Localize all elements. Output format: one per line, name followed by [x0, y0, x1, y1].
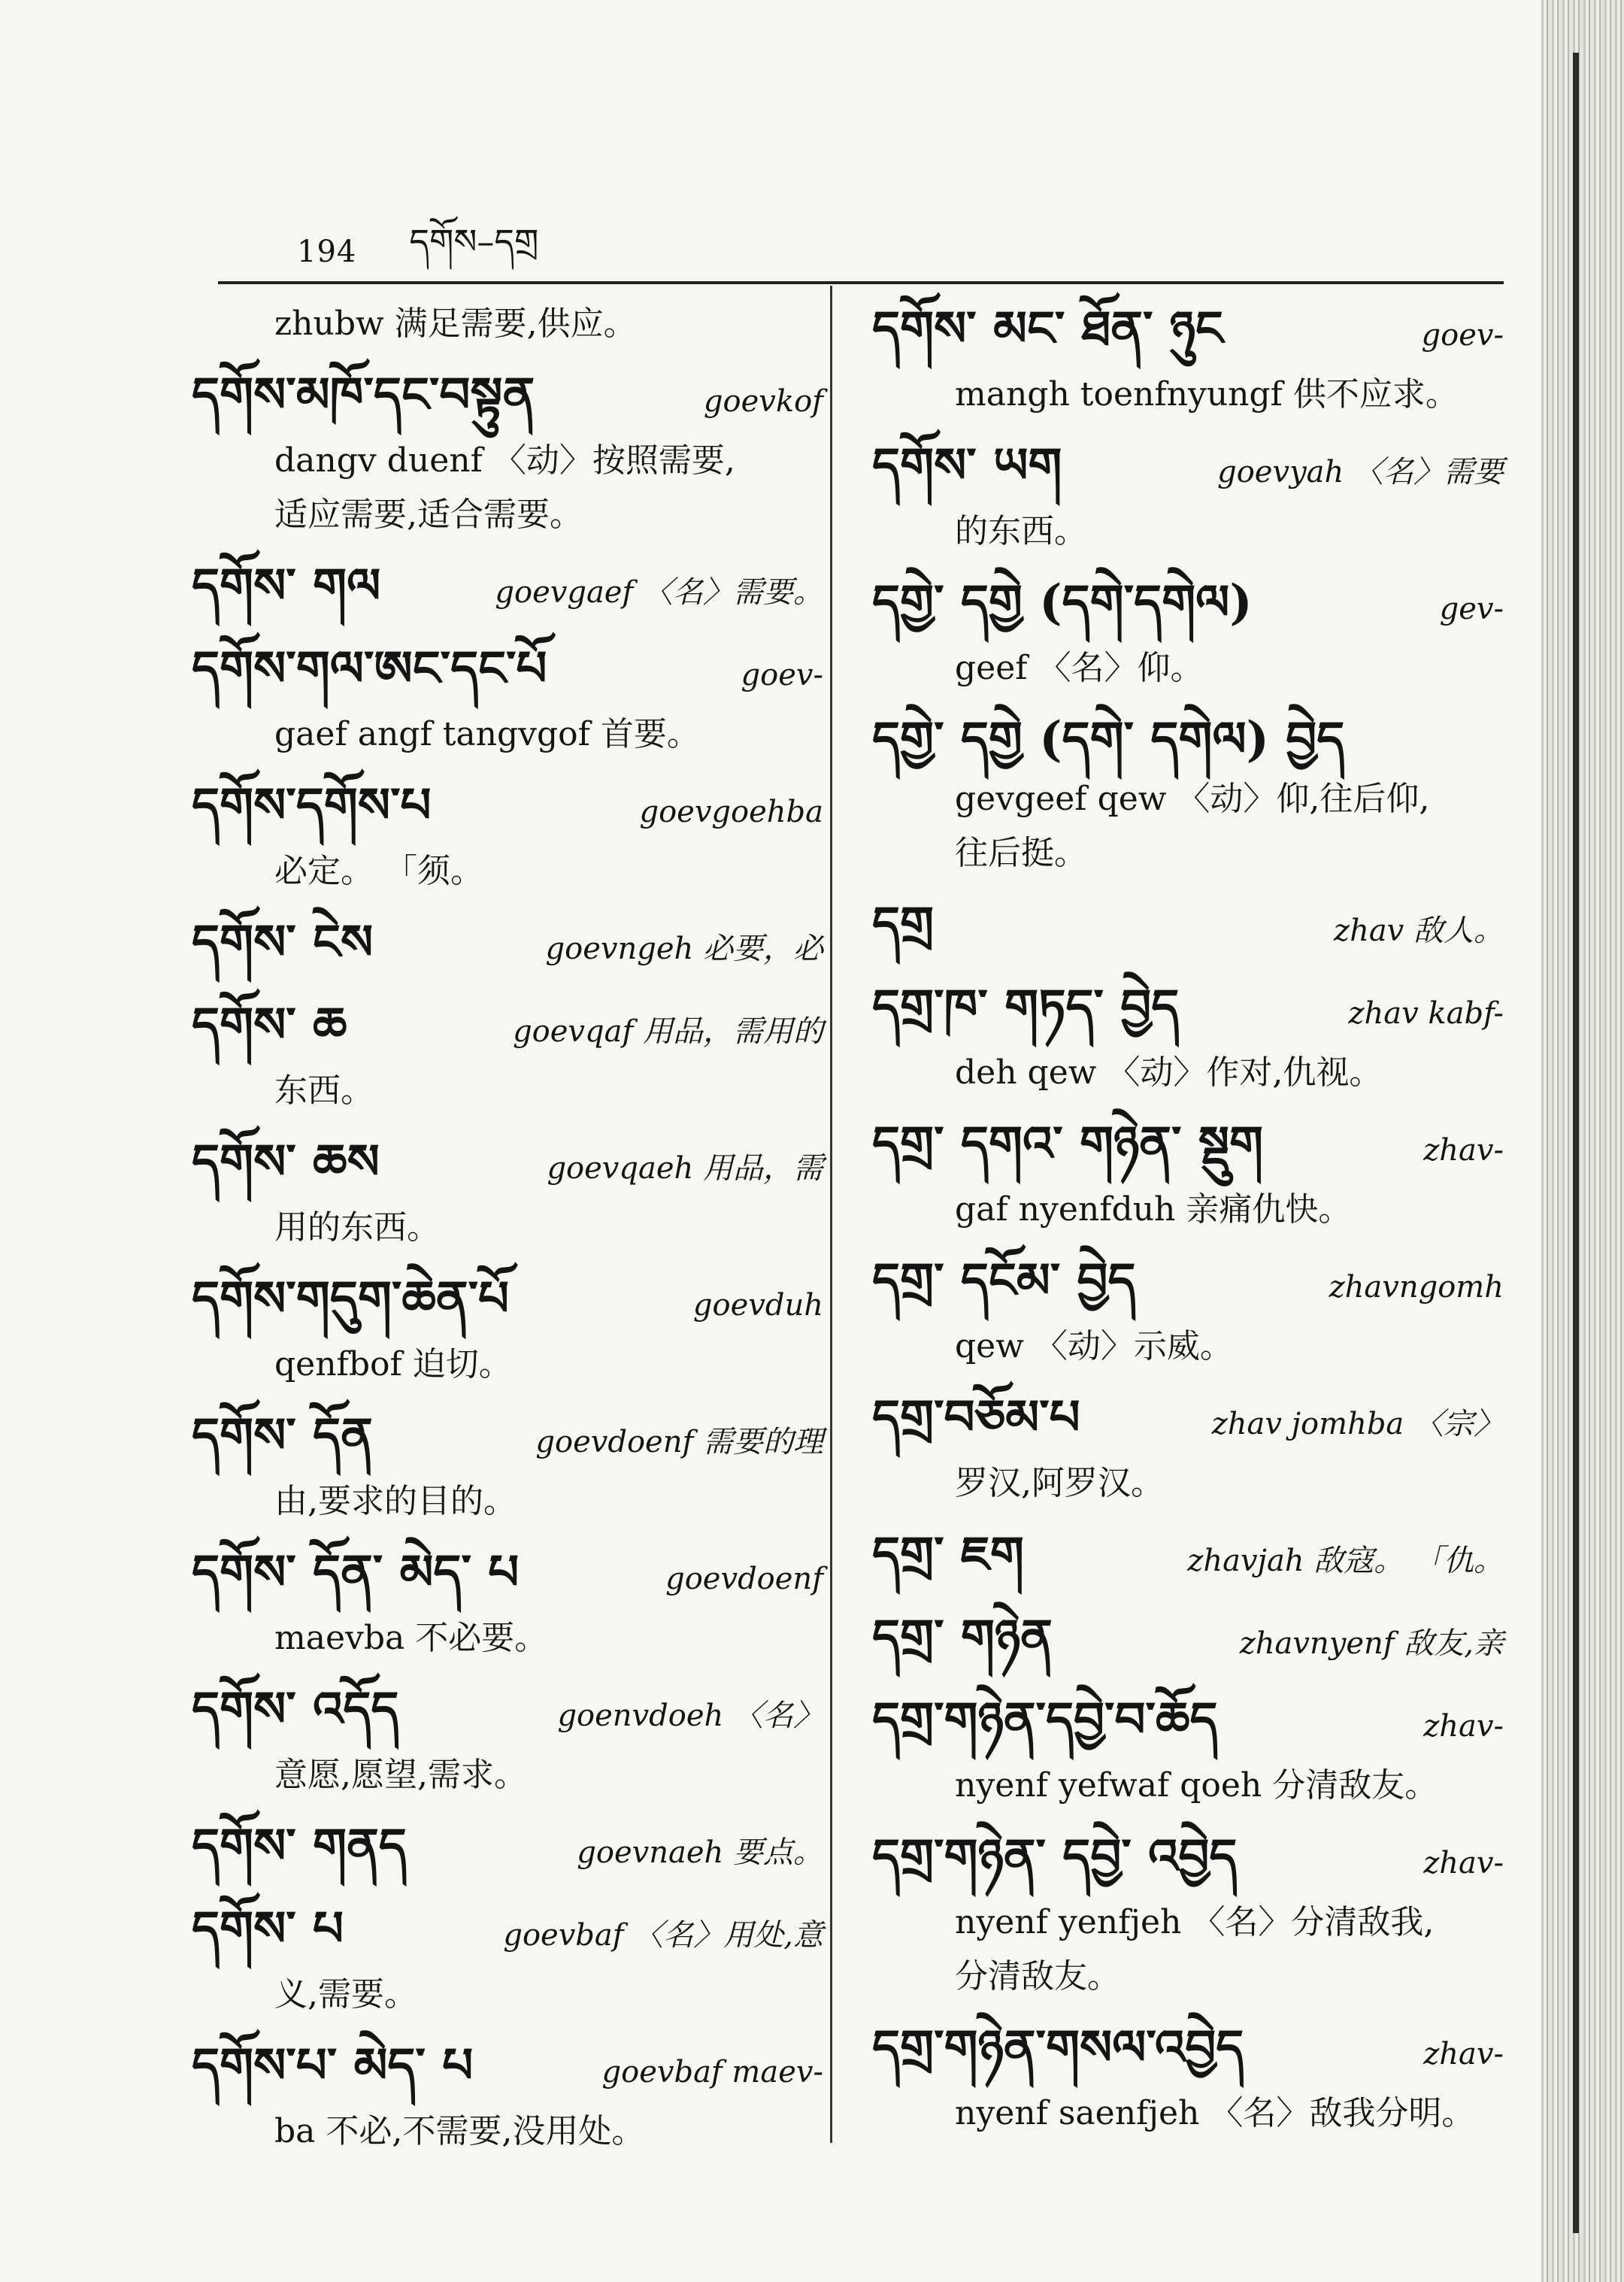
- romanization: gev-: [1439, 592, 1504, 626]
- tibetan-headword: དགྲ་བཅོམ་པ: [872, 1390, 1080, 1446]
- entry-headword-row: [872, 571, 1504, 641]
- tibetan-headword: དགོས་ གནད: [192, 1818, 407, 1874]
- entry-headword-row: [872, 434, 1504, 505]
- romanization: goevbaf maev-: [601, 2055, 823, 2090]
- entry-headword-row: [192, 554, 823, 625]
- entry-definition-line: 罗汉,阿罗汉。: [955, 1464, 1164, 1502]
- dictionary-entry: [192, 774, 823, 899]
- entry-headword-row: [192, 1814, 823, 1885]
- header-rule: [218, 281, 1504, 284]
- romanization: goevgoehba: [639, 795, 823, 829]
- tibetan-headword: དགྲ་ཁ་ གཏད་ བྱེད: [872, 979, 1180, 1035]
- entry-definition-line: qenfbof 迫切。: [274, 1345, 512, 1383]
- tibetan-headword: དགྲ་གཉེན་ དབྱེ་ འབྱེད: [872, 1829, 1238, 1885]
- dictionary-entry: [192, 297, 823, 351]
- left-column: [192, 297, 823, 2171]
- dictionary-entry: [192, 911, 823, 981]
- page-edge-line: [1573, 53, 1579, 2233]
- entry-definition-line: dangv duenf 〈动〉按照需要,: [274, 441, 735, 480]
- romanization: goevdoenf: [665, 1562, 823, 1596]
- page-edge-shadow: [1541, 0, 1624, 2282]
- entry-definition-line: 东西。: [274, 1071, 374, 1110]
- entry-headword-row: [872, 1825, 1504, 1896]
- entry-definition-line: 由,要求的目的。: [274, 1482, 517, 1520]
- entry-definition-line: 意愿,愿望,需求。: [274, 1756, 527, 1794]
- romanization: goevnaeh 要点。: [577, 1835, 823, 1870]
- tibetan-headword: དགོས་གདུག་ཆེན་པོ: [192, 1271, 510, 1327]
- entry-definition-line: gaf nyenfduh 亲痛仇快。: [955, 1190, 1352, 1229]
- romanization: zhavngomh: [1329, 1270, 1504, 1305]
- dictionary-entry: [192, 1130, 823, 1255]
- tibetan-headword: དགོས་ དོན་ མེད་ པ: [192, 1544, 520, 1601]
- dictionary-entry: [872, 1249, 1504, 1374]
- tibetan-headword: དགོས་མཁོ་དང་བསྟུན: [192, 367, 535, 423]
- dictionary-entry: [192, 1404, 823, 1529]
- romanization: goev-: [1421, 318, 1504, 353]
- entry-headword-row: [192, 637, 823, 708]
- entry-headword-row: [872, 892, 1504, 963]
- entry-definition-line: 义,需要。: [274, 1975, 417, 2014]
- dictionary-entry: [872, 1688, 1504, 1813]
- tibetan-headword: དགོས་ མང་ ཐོན་ ཉུང: [872, 301, 1223, 357]
- entry-headword-row: [872, 297, 1504, 368]
- entry-headword-row: [192, 1897, 823, 1968]
- romanization: goevduh: [692, 1288, 823, 1323]
- entry-definition-line: 的东西。: [955, 512, 1087, 550]
- dictionary-entry: [192, 1541, 823, 1665]
- dictionary-entry: [872, 1386, 1504, 1511]
- entry-definition-line: ba 不必,不需要,没用处。: [274, 2112, 645, 2150]
- tibetan-headword: དགྲ: [872, 896, 935, 953]
- entry-definition-line: nyenf yefwaf qoeh 分清敌友。: [955, 1766, 1438, 1805]
- dictionary-entry: [192, 2034, 823, 2159]
- romanization: zhav-: [1423, 1846, 1504, 1880]
- romanization: goevngeh 必要，必: [545, 932, 823, 966]
- tibetan-headword: དགོས་ གལ: [192, 558, 381, 614]
- entry-headword-row: [872, 1605, 1504, 1676]
- dictionary-entry: [872, 571, 1504, 696]
- tibetan-headword: དགྲ་ དངོམ་ བྱེད: [872, 1253, 1136, 1309]
- romanization: goevgaef 〈名〉需要。: [495, 575, 823, 610]
- romanization: zhavnyenf 敌友,亲: [1239, 1626, 1504, 1661]
- tibetan-headword: དགོས་དགོས་པ: [192, 777, 432, 834]
- entry-definition-line: gaef angf tangvgof 首要。: [274, 715, 700, 753]
- column-divider: [830, 286, 832, 2143]
- romanization: zhavjah 敌寇。 「仇。: [1187, 1544, 1504, 1578]
- tibetan-headword: དགོས་ ཡག: [872, 438, 1062, 494]
- entry-headword-row: [192, 774, 823, 844]
- entry-headword-row: [872, 1523, 1504, 1593]
- entry-headword-row: [192, 1404, 823, 1474]
- entry-headword-row: [192, 993, 823, 1064]
- entry-headword-row: [192, 911, 823, 981]
- dictionary-entry: [872, 892, 1504, 963]
- entry-headword-row: [872, 975, 1504, 1046]
- romanization: goevyah 〈名〉需要: [1217, 455, 1504, 489]
- entry-headword-row: [872, 1249, 1504, 1320]
- page-number: 194: [297, 235, 357, 269]
- entry-definition-line: 必定。 「须。: [274, 852, 483, 890]
- tibetan-headword: དགྲ་ ཇག: [872, 1526, 1024, 1583]
- tibetan-headword: དགྱེ་ དགྱེ (དགེ་དགེལ): [872, 574, 1253, 631]
- tibetan-headword: དགོས་ པ: [192, 1901, 344, 1957]
- entry-definition-line: qew 〈动〉示威。: [955, 1327, 1233, 1365]
- tibetan-headword: དགོས་ ཆས: [192, 1134, 380, 1190]
- entry-headword-row: [192, 1130, 823, 1201]
- romanization: zhav 敌人。: [1334, 914, 1504, 948]
- entry-headword-row: [872, 1386, 1504, 1456]
- entry-definition-line: geef 〈名〉仰。: [955, 649, 1204, 687]
- entry-definition-line: mangh toenfnyungf 供不应求。: [955, 375, 1459, 414]
- dictionary-entry: [192, 1897, 823, 2022]
- entry-definition-line: 分清敌友。: [955, 1957, 1120, 1996]
- entry-definition-line: 用的东西。: [274, 1208, 440, 1247]
- dictionary-entry: [192, 363, 823, 542]
- tibetan-headword: དགྲ་གཉེན་གསལ་འབྱེད: [872, 2020, 1244, 2076]
- dictionary-entry: [872, 1605, 1504, 1676]
- running-head: དགོས–དགྲ: [409, 220, 539, 262]
- romanization: goenvdoeh 〈名〉: [557, 1699, 823, 1733]
- romanization: goevbaf 〈名〉用处,意: [503, 1918, 823, 1953]
- tibetan-headword: དགྲ་གཉེན་དབྱེ་བ་ཆོད: [872, 1692, 1218, 1748]
- entry-headword-row: [872, 1112, 1504, 1183]
- entry-definition-line: 往后挺。: [955, 834, 1087, 872]
- romanization: goevqaeh 用品，需: [547, 1151, 823, 1186]
- entry-headword-row: [872, 708, 1504, 772]
- dictionary-entry: [872, 1523, 1504, 1593]
- tibetan-headword: དགོས་ ངེས: [192, 914, 374, 971]
- romanization: zhav kabf-: [1348, 996, 1504, 1031]
- entry-definition-line: zhubw 满足需要,供应。: [274, 305, 637, 343]
- tibetan-headword: དགྲ་ གཉེན: [872, 1609, 1053, 1665]
- entry-headword-row: [872, 1688, 1504, 1759]
- dictionary-entry: [872, 708, 1504, 880]
- tibetan-headword: དགོས་ ཆ: [192, 997, 347, 1053]
- tibetan-headword: དགྲ་ དགའ་ གཉེན་ སྡུག: [872, 1116, 1264, 1172]
- entry-definition-line: gevgeef qew 〈动〉仰,往后仰,: [955, 780, 1430, 818]
- dictionary-entry: [192, 993, 823, 1118]
- tibetan-headword: དགོས་གལ་ཨང་དང་པོ: [192, 641, 547, 697]
- page-header: [297, 220, 539, 278]
- romanization: goevqaf 用品，需用的: [513, 1014, 823, 1049]
- romanization: zhav-: [1423, 1133, 1504, 1168]
- romanization: goevkof: [703, 384, 823, 419]
- entry-headword-row: [192, 1267, 823, 1338]
- entry-definition-line: nyenf yenfjeh 〈名〉分清敌我,: [955, 1903, 1435, 1941]
- entry-headword-row: [192, 1541, 823, 1611]
- dictionary-entry: [872, 2016, 1504, 2141]
- entry-definition-line: 适应需要,适合需要。: [274, 495, 583, 534]
- dictionary-entry: [872, 1825, 1504, 2004]
- dictionary-entry: [192, 1267, 823, 1392]
- entry-headword-row: [192, 1677, 823, 1748]
- entry-headword-row: [192, 363, 823, 434]
- dictionary-entry: [192, 1814, 823, 1885]
- dictionary-entry: [872, 297, 1504, 422]
- tibetan-headword: དགོས་ འདོད: [192, 1681, 399, 1738]
- dictionary-entry: [872, 975, 1504, 1100]
- entry-headword-row: [192, 2034, 823, 2105]
- entry-definition-line: maevba 不必要。: [274, 1619, 548, 1657]
- tibetan-headword: དགོས་པ་ མེད་ པ: [192, 2038, 474, 2094]
- dictionary-entry: [192, 554, 823, 625]
- tibetan-headword: དགྱེ་ དགྱེ (དགེ་ དགེལ) བྱེད: [872, 711, 1345, 768]
- entry-headword-row: [872, 2016, 1504, 2087]
- entry-definition-line: deh qew 〈动〉作对,仇视。: [955, 1053, 1383, 1092]
- right-column: [872, 297, 1504, 2153]
- entry-definition-line: nyenf saenfjeh 〈名〉敌我分明。: [955, 2094, 1475, 2132]
- romanization: goevdoenf 需要的理: [535, 1425, 823, 1459]
- dictionary-entry: [192, 1677, 823, 1802]
- romanization: zhav-: [1423, 1709, 1504, 1744]
- romanization: zhav jomhba 〈宗〉: [1211, 1407, 1504, 1441]
- romanization: goev-: [741, 658, 823, 692]
- romanization: zhav-: [1423, 2037, 1504, 2071]
- dictionary-entry: [872, 434, 1504, 559]
- dictionary-entry: [192, 637, 823, 762]
- dictionary-entry: [872, 1112, 1504, 1237]
- tibetan-headword: དགོས་ དོན: [192, 1408, 373, 1464]
